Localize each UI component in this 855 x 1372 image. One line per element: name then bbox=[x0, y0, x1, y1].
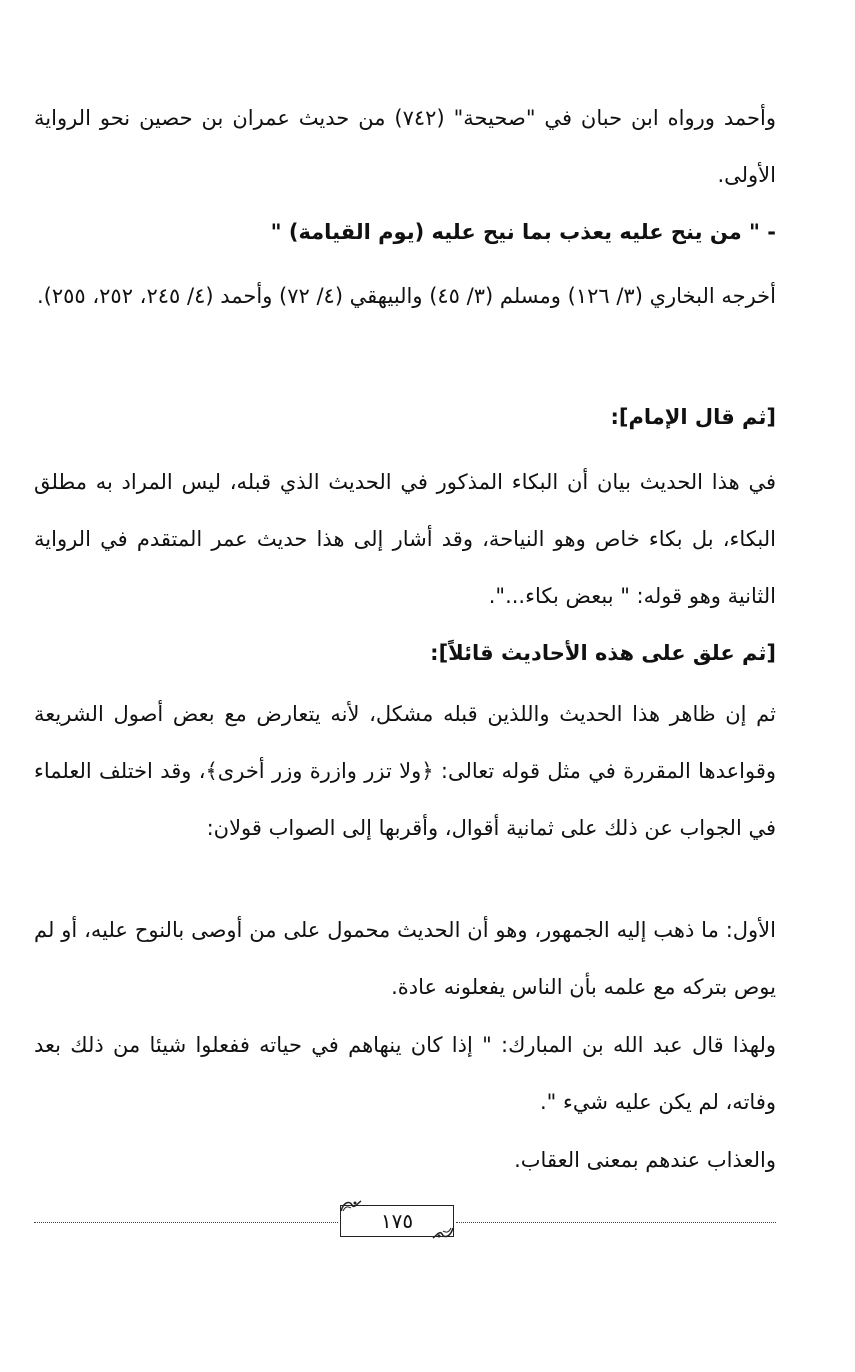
paragraph-ibn-mubarak: ولهذا قال عبد الله بن المبارك: " إذا كان ينهاهم في حياته ففعلوا شيئا من ذلك بعد وفاته، لم يكن عليه شيء ". bbox=[34, 1033, 776, 1114]
footer-divider-left bbox=[34, 1222, 338, 1223]
corner-ornament-icon bbox=[432, 1226, 454, 1240]
footer-divider-right bbox=[456, 1222, 776, 1223]
paragraph-conclusion: والعذاب عندهم بمعنى العقاب. bbox=[514, 1148, 776, 1172]
paragraph-first-opinion: الأول: ما ذهب إليه الجمهور، وهو أن الحديث محمول على من أوصى بالنوح عليه، أو لم يوص بتركه مع علمه بأن الناس يفعلونه عادة. bbox=[34, 918, 776, 999]
page-number: ١٧٥ bbox=[340, 1205, 454, 1237]
paragraph-takhrij: أخرجه البخاري (٣/ ١٢٦) ومسلم (٣/ ٤٥) والبيهقي (٤/ ٧٢) وأحمد (٤/ ٢٤٥، ٢٥٢، ٢٥٥). bbox=[36, 284, 776, 308]
paragraph-explanation: في هذا الحديث بيان أن البكاء المذكور في الحديث الذي قبله، ليس المراد به مطلق البكاء، بل بكاء خاص وهو النياحة، وقد أشار إلى هذا حديث عمر المتقدم في الرواية الثانية وهو قوله: " ببعض بكاء...". bbox=[34, 470, 776, 608]
paragraph-hadith-source: وأحمد ورواه ابن حبان في "صحيحة" (٧٤٢) من حديث عمران بن حصين نحو الرواية الأولى. bbox=[34, 106, 776, 187]
section-heading-imam: [ثم قال الإمام]: bbox=[610, 405, 776, 429]
paragraph-hadith-text: - " من ينح عليه يعذب بما نيح عليه (يوم القيامة) " bbox=[270, 220, 776, 244]
paragraph-commentary: ثم إن ظاهر هذا الحديث واللذين قبله مشكل، لأنه يتعارض مع بعض أصول الشريعة وقواعدها المقررة في مثل قوله تعالى: ﴿ولا تزر وازرة وزر أخرى﴾، وقد اختلف العلماء في الجواب عن ذلك على ثمانية أقوال، وأقربها إلى الصواب قولان: bbox=[34, 702, 776, 840]
section-heading-commentary: [ثم علق على هذه الأحاديث قائلاً]: bbox=[430, 641, 776, 665]
